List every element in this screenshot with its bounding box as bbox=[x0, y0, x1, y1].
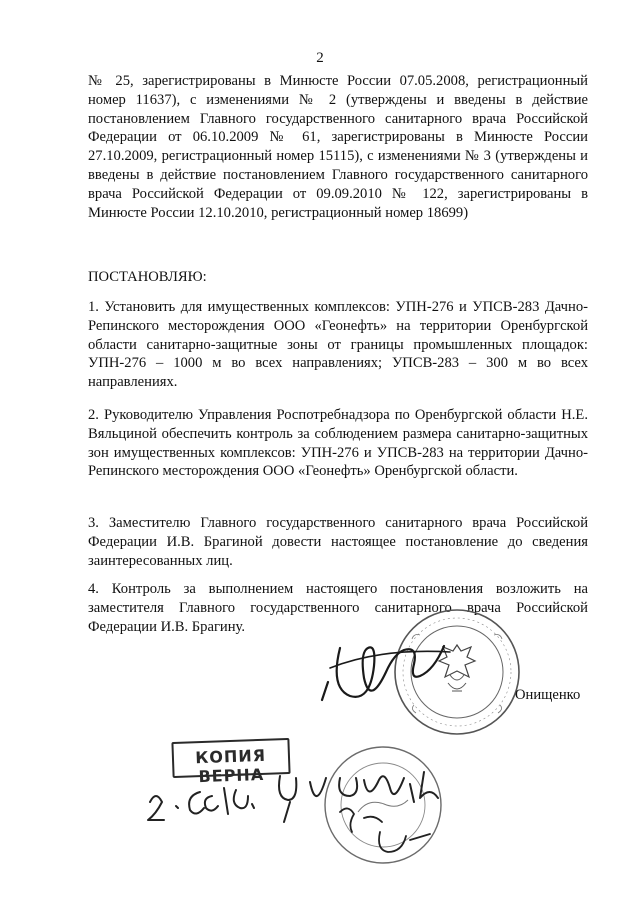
page-number: 2 bbox=[316, 50, 324, 66]
decree-word: ПОСТАНОВЛЯЮ: bbox=[88, 269, 207, 285]
decree-item-3 bbox=[88, 514, 588, 570]
signer-name: Онищенко bbox=[515, 687, 581, 703]
decree-item-1 bbox=[88, 298, 588, 392]
decree-item-text: 3. Заместителю Главного государственного санитарного врача Российской Федерации И.В. Брагиной довести настоящее постановление до сведения заинтересованных лиц. bbox=[88, 515, 588, 569]
handwritten-note-icon bbox=[140, 762, 480, 872]
decree-heading bbox=[88, 268, 588, 287]
intro-paragraph bbox=[88, 72, 588, 222]
intro-text: № 25, зарегистрированы в Минюсте России 07.05.2008, регистрационный номер 11637), с изменениями № 2 (утверждены и введены в действие постановлением Главного государственного санитарного врача Российской Федерации от 06.10.2009 № 61, зарегистрированы в Минюсте России 27.10.2009, регистрационный номер 15115), с изменениями № 3 (утверждены и введены в действие постановлением Главного государственного санитарного врача Российской Федерации от 09.09.2010 № 122, зарегистрированы в Минюсте России 12.10.2010, регистрационный номер 18699) bbox=[88, 73, 588, 221]
decree-item-text: 1. Установить для имущественных комплексов: УПН-276 и УПСВ-283 Дачно-Репинского месторождения ООО «Геонефть» на территории Оренбургской области санитарно-защитные зоны от границы промышленных площадок: УПН-276 – 1000 м во всех направлениях; УПСВ-283 – 300 м во всех направлениях. bbox=[88, 299, 588, 391]
decree-item-2 bbox=[88, 406, 588, 481]
copy-stamp-text: КОПИЯ ВЕРНА bbox=[194, 745, 267, 787]
decree-item-text: 4. Контроль за выполнением настоящего постановления возложить на заместителя Главного государственного санитарного врача Российской Федерации И.В. Брагину. bbox=[88, 581, 588, 635]
signature-icon bbox=[300, 628, 500, 718]
decree-item-text: 2. Руководителю Управления Роспотребнадзора по Оренбургской области Н.Е. Вяльциной обеспечить контроль за соблюдением размера санитарно-защитных зон имущественных комплексов: УПН-276 и УПСВ-283 на территории Дачно-Репинского месторождения ООО «Геонефть» Оренбургской области. bbox=[88, 407, 588, 480]
